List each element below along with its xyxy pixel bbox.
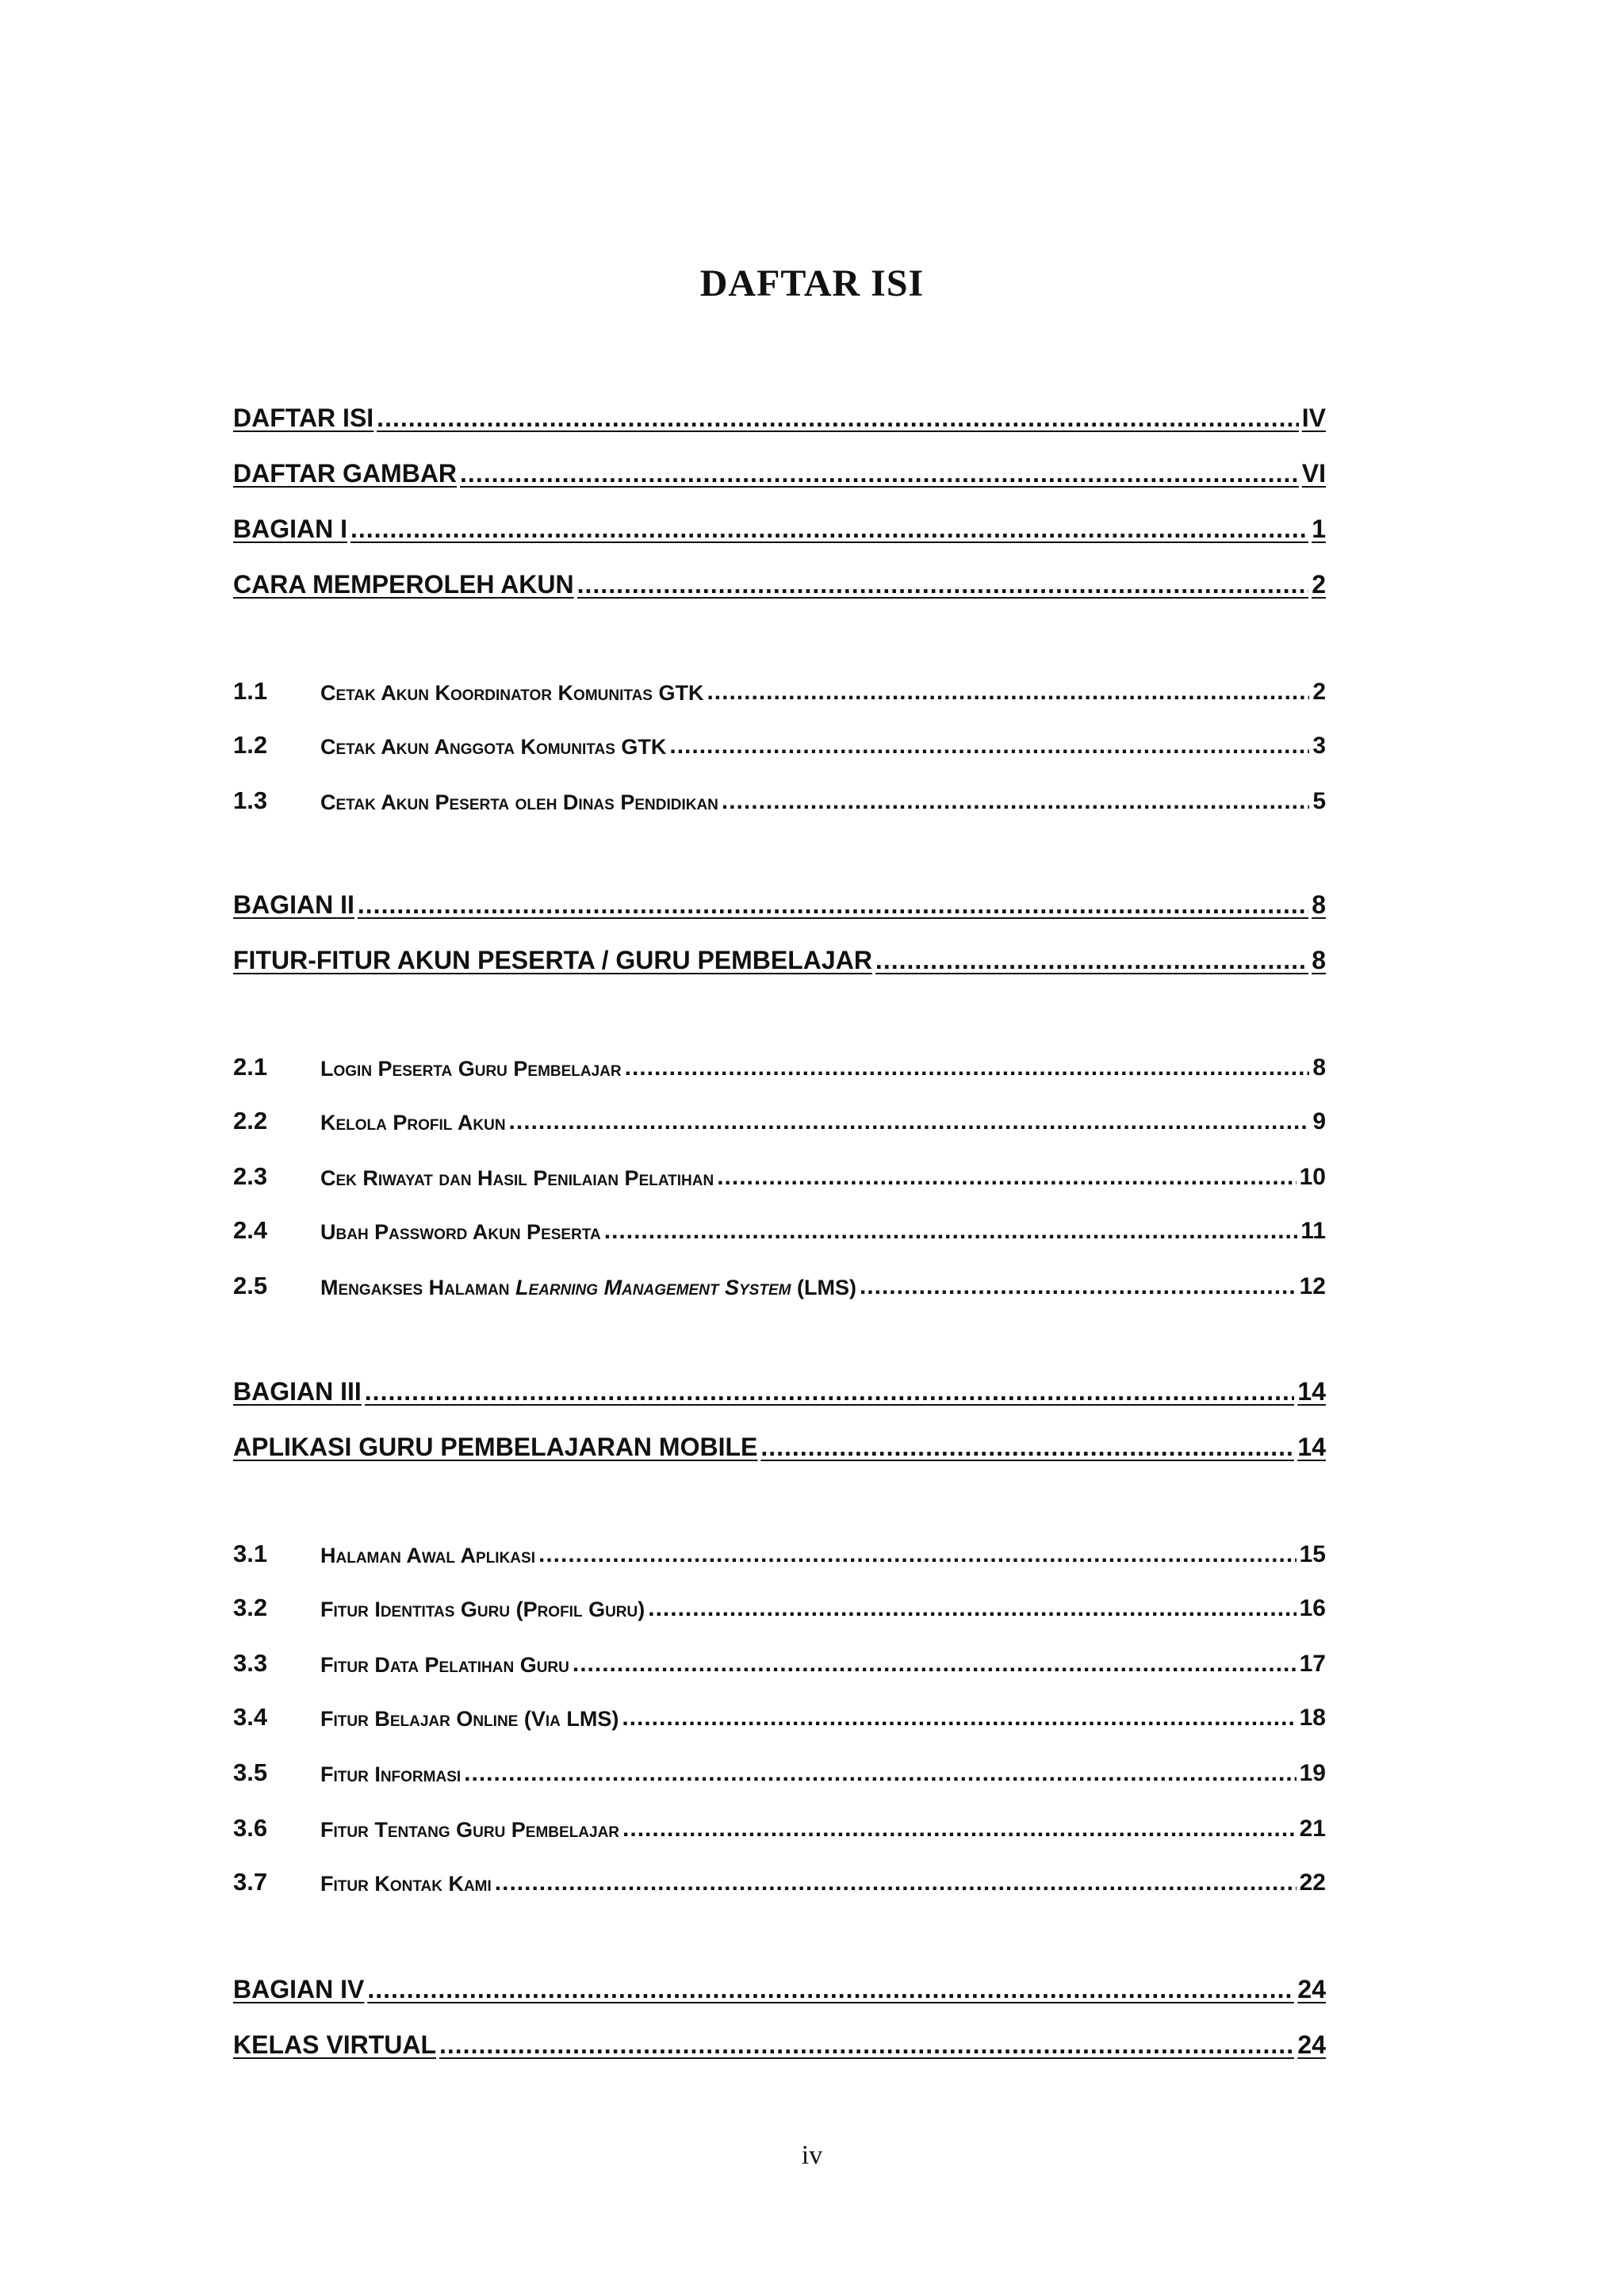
toc-section-number: 3.5 <box>233 1758 268 1786</box>
toc-entry-label: BAGIAN I <box>233 515 347 543</box>
toc-page-number: 16 <box>1299 1595 1326 1621</box>
toc-leader-dots <box>722 788 1309 815</box>
page-number-footer: iv <box>801 2141 823 2170</box>
toc-page-number: 14 <box>1297 1377 1326 1406</box>
toc-page-number: 18 <box>1299 1705 1326 1731</box>
toc-section-number: 2.2 <box>233 1107 268 1135</box>
toc-entry-cara-memperoleh-akun[interactable] <box>233 564 1326 599</box>
toc-entry-fitur-fitur-akun-peserta[interactable] <box>233 940 1326 975</box>
toc-leader-dots <box>622 1705 1296 1732</box>
toc-entry-label: FITUR-FITUR AKUN PESERTA / GURU PEMBELAJAR <box>233 946 872 974</box>
toc-leader-dots <box>350 515 1308 544</box>
toc-page-number: 17 <box>1299 1651 1326 1677</box>
toc-entry-3-3[interactable] <box>233 1643 1326 1678</box>
toc-entry-1-2[interactable] <box>233 725 1326 760</box>
toc-section-number: 2.1 <box>233 1053 268 1081</box>
toc-section-number: 2.3 <box>233 1162 268 1190</box>
toc-leader-dots <box>707 679 1309 706</box>
toc-page-number: 10 <box>1299 1164 1326 1190</box>
toc-page-number: 12 <box>1299 1273 1326 1299</box>
toc-entry-2-3[interactable] <box>233 1156 1326 1191</box>
toc-entry-daftar-isi[interactable] <box>233 398 1326 433</box>
page-title: DAFTAR ISI <box>699 262 925 304</box>
toc-page-number: 2 <box>1312 570 1326 599</box>
toc-leader-dots <box>573 1651 1297 1678</box>
toc-entry-bagian-ii[interactable] <box>233 885 1326 920</box>
toc-entry-bagian-iii[interactable] <box>233 1372 1326 1406</box>
toc-leader-dots <box>669 733 1309 760</box>
toc-leader-dots <box>495 1869 1297 1896</box>
toc-section-number: 1.3 <box>233 786 268 814</box>
toc-leader-dots <box>577 570 1309 599</box>
toc-page-number: 24 <box>1297 2030 1326 2059</box>
toc-entry-bagian-iv[interactable] <box>233 1969 1326 2004</box>
toc-leader-dots <box>860 1273 1297 1300</box>
toc-entry-label: Kelola Profil Akun <box>320 1111 506 1135</box>
toc-entry-label: Cetak Akun Peserta oleh Dinas Pendidikan <box>320 790 718 814</box>
toc-entry-1-1[interactable] <box>233 671 1326 706</box>
toc-entry-3-1[interactable] <box>233 1533 1326 1568</box>
toc-entry-label: Login Peserta Guru Pembelajar <box>320 1057 622 1081</box>
toc-entry-label: CARA MEMPEROLEH AKUN <box>233 570 574 599</box>
toc-entry-label: Cetak Akun Anggota Komunitas GTK <box>320 735 667 759</box>
toc-page-number: 5 <box>1312 788 1326 814</box>
toc-entry-3-6[interactable] <box>233 1808 1326 1843</box>
toc-entry-label: DAFTAR GAMBAR <box>233 459 458 488</box>
toc-entry-2-2[interactable] <box>233 1100 1326 1135</box>
toc-leader-dots <box>648 1595 1296 1622</box>
toc-page-number: 1 <box>1312 515 1326 543</box>
toc-entry-label-post: (LMS) <box>791 1276 856 1299</box>
toc-section-number: 3.7 <box>233 1868 268 1896</box>
toc-entry-label: Fitur Informasi <box>320 1762 462 1786</box>
toc-entry-label: Halaman Awal Aplikasi <box>320 1544 535 1567</box>
toc-page-number: 8 <box>1312 890 1326 919</box>
toc-entry-daftar-gambar[interactable] <box>233 453 1326 488</box>
toc-entry-label: BAGIAN IV <box>233 1975 365 2003</box>
toc-leader-dots <box>760 1433 1294 1462</box>
toc-leader-dots <box>717 1164 1296 1191</box>
toc-entry-label: APLIKASI GURU PEMBELAJARAN MOBILE <box>233 1433 758 1461</box>
toc-entry-3-7[interactable] <box>233 1862 1326 1896</box>
toc-page-number: 19 <box>1299 1760 1326 1786</box>
toc-section-number: 3.4 <box>233 1703 268 1731</box>
toc-entry-label: Fitur Tentang Guru Pembelajar <box>320 1818 620 1842</box>
toc-page-number: 2 <box>1312 679 1326 705</box>
toc-section-number: 2.4 <box>233 1216 268 1244</box>
toc-entry-2-5[interactable] <box>233 1265 1326 1300</box>
toc-section-number: 3.2 <box>233 1594 268 1621</box>
toc-entry-2-1[interactable] <box>233 1047 1326 1081</box>
toc-leader-dots <box>464 1760 1296 1787</box>
toc-entry-label: Fitur Belajar Online (Via LMS) <box>320 1707 619 1731</box>
toc-page-number: 22 <box>1299 1869 1326 1896</box>
toc-entry-label: Fitur Kontak Kami <box>320 1872 492 1896</box>
toc-section-number: 3.3 <box>233 1649 268 1677</box>
toc-entry-label: Cek Riwayat dan Hasil Penilaian Pelatihan <box>320 1166 714 1190</box>
toc-section-number: 1.2 <box>233 731 268 759</box>
toc-page-number: 9 <box>1312 1108 1326 1135</box>
toc-leader-dots <box>622 1816 1297 1843</box>
toc-entry-1-3[interactable] <box>233 780 1326 815</box>
toc-page-number: 21 <box>1299 1816 1326 1842</box>
toc-page-number: 3 <box>1312 733 1326 759</box>
toc-entry-label: DAFTAR ISI <box>233 404 374 432</box>
toc-entry-label-pre: Mengakses Halaman <box>320 1276 515 1299</box>
toc-entry-3-5[interactable] <box>233 1752 1326 1787</box>
toc-leader-dots <box>367 1975 1294 2004</box>
toc-section-number: 2.5 <box>233 1272 268 1299</box>
toc-section-number: 3.1 <box>233 1540 268 1567</box>
toc-page-number: 8 <box>1312 946 1326 974</box>
toc-page-number: VI <box>1301 459 1326 488</box>
toc-leader-dots <box>365 1377 1295 1406</box>
toc-entry-label: KELAS VIRTUAL <box>233 2030 436 2059</box>
toc-entry-2-4[interactable] <box>233 1210 1326 1245</box>
toc-entry-label-italic: Learning Management System <box>515 1276 791 1299</box>
toc-page-number: 24 <box>1297 1975 1326 2003</box>
toc-leader-dots <box>538 1541 1297 1568</box>
toc-entry-3-4[interactable] <box>233 1697 1326 1732</box>
toc-leader-dots <box>460 459 1299 488</box>
toc-entry-kelas-virtual[interactable] <box>233 2025 1326 2060</box>
toc-entry-aplikasi-guru-pembelajaran-mobile[interactable] <box>233 1427 1326 1462</box>
toc-leader-dots <box>509 1108 1310 1135</box>
toc-entry-label: BAGIAN II <box>233 890 354 919</box>
toc-page-number: 11 <box>1300 1218 1326 1244</box>
toc-page-number: 14 <box>1297 1433 1326 1461</box>
toc-leader-dots <box>604 1218 1298 1245</box>
toc-page-number: 15 <box>1299 1541 1326 1567</box>
toc-entry-label: Cetak Akun Koordinator Komunitas GTK <box>320 681 704 705</box>
toc-page-number: 8 <box>1312 1054 1326 1081</box>
toc-entry-label <box>320 1276 860 1300</box>
toc-entry-label: BAGIAN III <box>233 1377 362 1406</box>
toc-entry-label: Fitur Data Pelatihan Guru <box>320 1653 569 1677</box>
toc-entry-label: Fitur Identitas Guru (Profil Guru) <box>320 1598 645 1621</box>
toc-entry-bagian-i[interactable] <box>233 509 1326 544</box>
toc-entry-3-2[interactable] <box>233 1587 1326 1622</box>
toc-leader-dots <box>439 2030 1294 2060</box>
toc-section-number: 3.6 <box>233 1814 268 1842</box>
toc-leader-dots <box>358 890 1308 920</box>
toc-entry-label: Ubah Password Akun Peserta <box>320 1220 601 1244</box>
toc-leader-dots <box>377 404 1299 433</box>
toc-section-number: 1.1 <box>233 677 268 705</box>
toc-leader-dots <box>875 946 1308 975</box>
toc-leader-dots <box>625 1054 1310 1081</box>
toc-page-number: IV <box>1301 404 1326 432</box>
